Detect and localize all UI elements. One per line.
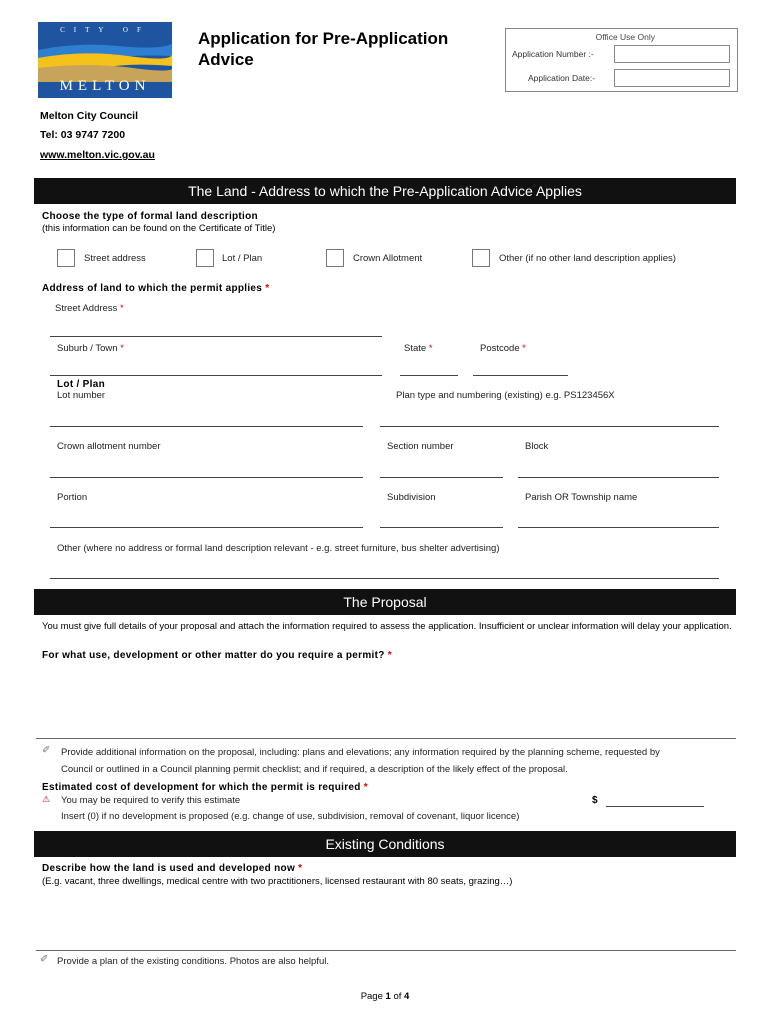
postcode-label: Postcode * [480, 343, 526, 354]
parish-field[interactable] [518, 527, 719, 528]
street-address-label: Street Address * [55, 303, 124, 314]
street-address-field[interactable] [50, 336, 382, 337]
land-use-answer-field[interactable] [42, 890, 732, 948]
logo-bottom-text: MELTON [59, 78, 151, 94]
option-street-address: Street address [84, 253, 146, 264]
council-name: Melton City Council [40, 110, 138, 122]
option-crown-allotment: Crown Allotment [353, 253, 423, 264]
divider [36, 738, 736, 739]
pencil-icon: ✐ [42, 745, 51, 756]
checkbox-lot-plan[interactable] [196, 249, 214, 267]
suburb-field[interactable] [50, 375, 382, 376]
warning-icon: ⚠ [42, 794, 51, 804]
plan-type-field[interactable] [380, 426, 719, 427]
address-label: Address of land to which the permit applies * [42, 283, 270, 294]
lot-plan-heading: Lot / Plan [57, 379, 105, 390]
verify-estimate-note: You may be required to verify this estimate [61, 795, 241, 806]
checkbox-other[interactable] [472, 249, 490, 267]
proposal-section-header: The Proposal [34, 589, 736, 615]
block-label: Block [525, 441, 549, 452]
section-number-field[interactable] [380, 477, 503, 478]
subdivision-label: Subdivision [387, 492, 436, 503]
cost-label: Estimated cost of development for which the permit is required * [42, 782, 368, 793]
pencil-icon: ✐ [40, 954, 49, 965]
dollar-sign: $ [592, 795, 598, 806]
checkbox-street-address[interactable] [57, 249, 75, 267]
cost-field[interactable] [606, 806, 704, 807]
state-label: State * [404, 343, 433, 354]
state-field[interactable] [400, 375, 458, 376]
permit-question: For what use, development or other matter do you require a permit? * [42, 650, 392, 661]
page-title: Application for Pre-Application Advice [198, 29, 449, 69]
application-date-label: Application Date:- [528, 73, 596, 83]
portion-label: Portion [57, 492, 88, 503]
land-description-hint: (this information can be found on the Certificate of Title) [42, 223, 276, 234]
lot-number-label: Lot number [57, 390, 106, 401]
council-website-link[interactable]: www.melton.vic.gov.au [40, 149, 155, 161]
parish-label: Parish OR Township name [525, 492, 638, 503]
portion-field[interactable] [50, 527, 363, 528]
land-section-header: The Land - Address to which the Pre-Application Advice Applies [34, 178, 736, 204]
insert-zero-note: Insert (0) if no development is proposed (e.g. change of use, subdivision, removal of covenant, liquor licence) [61, 811, 520, 822]
plan-type-label: Plan type and numbering (existing) e.g. PS123456X [396, 390, 615, 401]
other-description-field[interactable] [50, 578, 719, 579]
subdivision-field[interactable] [380, 527, 503, 528]
option-other: Other (if no other land description applies) [499, 253, 676, 264]
council-phone: Tel: 03 9747 7200 [40, 129, 126, 141]
divider [36, 950, 736, 951]
logo-landscape-icon [38, 36, 172, 82]
proposal-info-line2: Council or outlined in a Council planning permit checklist; and if required, a description of the likely effect of the proposal. [61, 764, 568, 775]
crown-allotment-field[interactable] [50, 477, 363, 478]
page-number: Page 1 of 4 [360, 991, 410, 1002]
office-use-box [505, 28, 738, 92]
office-use-title: Office Use Only [595, 32, 655, 42]
section-number-label: Section number [387, 441, 454, 452]
block-field[interactable] [518, 477, 719, 478]
application-number-label: Application Number :- [512, 49, 594, 59]
proposal-intro: You must give full details of your proposal and attach the information required to assess the application. Insufficient or unclear information will delay your application. [42, 621, 732, 632]
existing-info-note: Provide a plan of the existing conditions. Photos are also helpful. [57, 956, 329, 967]
land-description-label: Choose the type of formal land description [42, 211, 258, 222]
existing-section-header: Existing Conditions [34, 831, 736, 857]
suburb-label: Suburb / Town * [57, 343, 124, 354]
land-use-hint: (E.g. vacant, three dwellings, medical centre with two practitioners, licensed restaurant with 80 seats, grazing…) [42, 876, 513, 887]
application-date-field[interactable] [614, 69, 730, 87]
other-description-label: Other (where no address or formal land description relevant - e.g. street furniture, bus shelter advertising) [57, 543, 500, 554]
permit-answer-field[interactable] [42, 664, 732, 736]
lot-number-field[interactable] [50, 426, 363, 427]
land-use-question: Describe how the land is used and developed now * [42, 863, 303, 874]
melton-logo [38, 22, 172, 98]
application-number-field[interactable] [614, 45, 730, 63]
option-lot-plan: Lot / Plan [222, 253, 263, 264]
checkbox-crown-allotment[interactable] [326, 249, 344, 267]
proposal-info-line1: Provide additional information on the proposal, including: plans and elevations; any information required by the planning scheme, requested by [61, 747, 660, 758]
postcode-field[interactable] [473, 375, 568, 376]
logo-top-text: CITY OF [60, 26, 150, 34]
crown-allotment-label: Crown allotment number [57, 441, 161, 452]
